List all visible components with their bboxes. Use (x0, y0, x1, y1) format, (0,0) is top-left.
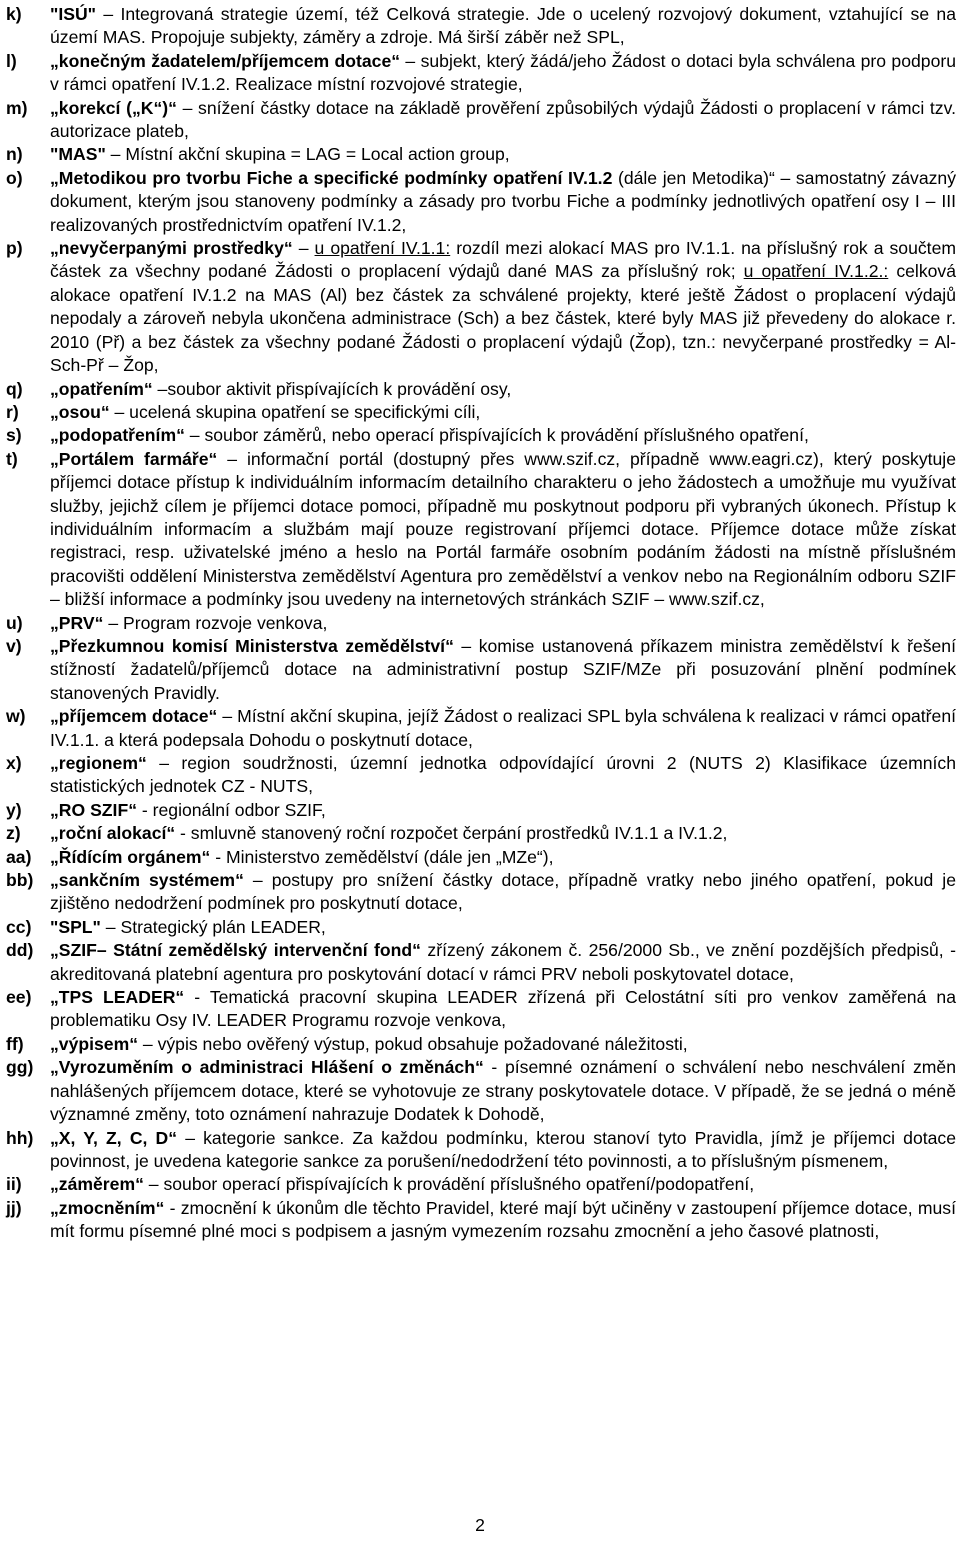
text-run: - regionální odbor SZIF, (137, 799, 326, 820)
text-run: - Tematická pracovní skupina LEADER zřízená při Celostátní síti pro venkov zaměřená na problematiku Osy IV. LEADER Programu rozvoje venkova, (50, 987, 956, 1031)
text-run: – Místní akční skupina = LAG = Local action group, (105, 144, 510, 165)
item-letter: n) (6, 144, 23, 165)
definition-item (6, 846, 956, 869)
text-run: –soubor aktivit přispívajících k provádění osy, (152, 378, 512, 399)
defined-term: „sankčním systémem“ (50, 870, 244, 891)
definition-text (50, 237, 956, 377)
definition-text (50, 705, 956, 752)
text-run: - Ministerstvo zemědělství (dále jen „MZe“), (210, 846, 554, 867)
definition-item (6, 1197, 956, 1244)
definition-item (6, 1173, 956, 1196)
definition-item (6, 424, 956, 447)
item-letter: jj) (6, 1197, 22, 1218)
defined-term: „X, Y, Z, C, D“ (50, 1127, 178, 1148)
underlined-text: u opatření IV.1.1: (314, 238, 451, 259)
definition-item (6, 50, 956, 97)
definition-item (6, 705, 956, 752)
definition-text (50, 143, 956, 166)
item-letter: y) (6, 799, 22, 820)
definition-item (6, 401, 956, 424)
text-run: - smluvně stanovený roční rozpočet čerpání prostředků IV.1.1 a IV.1.2, (175, 823, 728, 844)
item-letter: bb) (6, 870, 34, 891)
definition-item (6, 237, 956, 377)
text-run: – ucelená skupina opatření se specifickými cíli, (109, 401, 481, 422)
item-letter: r) (6, 401, 19, 422)
definition-item (6, 3, 956, 50)
text-run: – soubor záměrů, nebo operací přispívajících k provádění příslušného opatření, (184, 425, 809, 446)
definition-text (50, 401, 956, 424)
page-number: 2 (475, 1515, 485, 1535)
defined-term: „záměrem“ (50, 1174, 144, 1195)
text-run: celková alokace opatření IV.1.2 na MAS (Al) bez částek za schválené projekty, které ještě Žádost o proplacení výdajů nepodaly a zároveň nebyla ukončena administrace (Sch) a bez částek, které byly MAS již převedeny do alokace r. 2010 (Př) a bez částek za všechny podané Žádosti o proplacení výdajů (Žop), tzn.: nevyčerpané prostředky = Al- Sch-Př – Žop, (50, 261, 957, 376)
item-letter: aa) (6, 846, 32, 867)
underlined-text: u opatření IV.1.2.: (743, 261, 889, 282)
defined-term: „Řídícím orgánem“ (50, 846, 211, 867)
defined-term: „RO SZIF“ (50, 799, 137, 820)
item-letter: dd) (6, 940, 34, 961)
item-letter: ee) (6, 987, 32, 1008)
definition-item (6, 752, 956, 799)
text-run: - zmocnění k úkonům dle těchto Pravidel, které mají být učiněny v zastoupení příjemce dotace, musí mít formu písemné plné moci s podpisem a jasným vymezením rozsahu zmocnění a jeho časové platnosti, (50, 1197, 956, 1242)
definition-item (6, 1127, 956, 1174)
defined-term: „podopatřením“ (50, 425, 185, 446)
defined-term: „příjemcem dotace“ (50, 706, 218, 727)
definition-item (6, 799, 956, 822)
item-letter: m) (6, 97, 28, 118)
definition-item (6, 635, 956, 705)
definition-text (50, 1033, 956, 1056)
defined-term: „TPS LEADER“ (50, 987, 185, 1008)
definition-item (6, 97, 956, 144)
text-run: – kategorie sankce. Za každou podmínku, kterou stanoví tyto Pravidla, jímž je příjemci dotace povinnost, je uvedena kategorie sankce za porušení/nedodržení této povinnosti, a to příslušným písmenem, (50, 1127, 956, 1171)
definition-text (50, 167, 956, 237)
item-letter: hh) (6, 1127, 34, 1148)
definition-text (50, 986, 956, 1033)
text-run: – subjekt, který žádá/jeho Žádost o dotaci byla schválena pro podporu v rámci opatření IV.1.2. Realizace místní rozvojové strategie, (50, 50, 956, 95)
item-letter: cc) (6, 916, 32, 937)
definition-text (50, 1056, 956, 1126)
item-letter: ii) (6, 1174, 22, 1195)
item-letter: v) (6, 635, 22, 656)
text-run: zřízený zákonem č. 256/2000 Sb., ve znění pozdějších předpisů, - akreditovaná platební agentura pro poskytování dotací v rámci PRV neboli poskytovatel dotace, (50, 940, 957, 984)
definition-text (50, 424, 956, 447)
item-letter: k) (6, 4, 22, 24)
definition-text (50, 869, 956, 916)
definition-text (50, 916, 956, 939)
definition-item (6, 143, 956, 166)
text-run: (dále jen Metodika)“ – samostatný závazný dokument, kterým jsou stanoveny podmínky a zásady pro tvorbu Fiche a podmínky jednotlivých opatření osy I – III realizovaných prostřednictvím opatření IV.1.2, (50, 167, 956, 235)
defined-term: „roční alokací“ (50, 823, 176, 844)
defined-term: „opatřením“ (50, 378, 153, 399)
text-run: – Program rozvoje venkova, (103, 612, 328, 633)
item-letter: gg) (6, 1057, 34, 1078)
definition-text (50, 448, 956, 612)
definition-text (50, 378, 956, 401)
defined-term: „výpisem“ (50, 1033, 139, 1054)
defined-term: „osou“ (50, 401, 110, 422)
definition-text (50, 1197, 956, 1244)
text-run: – Strategický plán LEADER, (100, 916, 326, 937)
definition-item (6, 378, 956, 401)
text-run: – snížení částky dotace na základě prověření způsobilých výdajů Žádosti o proplacení v rámci tzv. autorizace plateb, (50, 97, 956, 142)
item-letter: s) (6, 425, 22, 446)
defined-term: "MAS" (50, 144, 106, 165)
text-run: – soubor operací přispívajících k provádění příslušného opatření/podopatření, (143, 1174, 755, 1195)
definition-text (50, 1127, 956, 1174)
text-run: rozdíl mezi alokací MAS pro IV.1.1. na příslušný rok a součtem částek za všechny podané Žádosti o proplacení výdajů dané MAS za příslušný rok; (50, 238, 957, 282)
defined-term: „konečným žadatelem/příjemcem dotace“ (50, 50, 401, 71)
item-letter: ff) (6, 1033, 24, 1054)
definition-text (50, 846, 956, 869)
definition-text (50, 3, 956, 50)
definition-item (6, 822, 956, 845)
definition-item (6, 1056, 956, 1126)
item-letter: o) (6, 167, 23, 188)
definition-text (50, 822, 956, 845)
definition-item (6, 869, 956, 916)
text-run: – region soudržnosti, územní jednotka odpovídající úrovni 2 (NUTS 2) Klasifikace územních statistických jednotek CZ - NUTS, (50, 753, 956, 797)
definition-item (6, 612, 956, 635)
item-letter: p) (6, 238, 23, 259)
item-letter: q) (6, 378, 23, 399)
defined-term: „Přezkumnou komisí Ministerstva zemědělství“ (50, 635, 454, 656)
defined-term: „korekcí („K“)“ (50, 97, 177, 118)
item-letter: t) (6, 448, 18, 469)
item-letter: x) (6, 753, 22, 773)
defined-term: „SZIF– Státní zemědělský intervenční fond“ (50, 940, 421, 961)
definition-text (50, 752, 956, 799)
text-run: – výpis nebo ověřený výstup, pokud obsahuje požadované náležitosti, (138, 1033, 688, 1054)
defined-term: „PRV“ (50, 612, 104, 633)
text-run: – informační portál (dostupný přes www.szif.cz, případně www.eagri.cz), který poskytuje příjemci dotace přístup k individuálním informacím detailního charakteru o jeho žádostech a umožňuje mu využívat služby, jejichž cílem je příjemci dotace pomoci, případně mu poskytnout podporu při vybraných úkonech. Přístup k individuálním informacím a službám mají pouze registrovaní příjemci dotace. Příjemce dotace může získat registraci, resp. uživatelské jméno a heslo na Portál farmáře osobním podáním žádosti na místně příslušném pracovišti oddělení Ministerstva zemědělství Agentura pro zemědělství a venkov nebo na Regionálním odboru SZIF – bližší informace a podmínky jsou uvedeny na internetových stránkách SZIF – www.szif.cz, (50, 448, 957, 610)
defined-term: "SPL" (50, 916, 101, 937)
definition-text (50, 97, 956, 144)
text-run: - písemné oznámení o schválení nebo neschválení změn nahlášených příjemcem dotace, které se vyhotovuje ze strany poskytovatele dotace. V případě, že se jedná o méně významné změny, toto oznámení nahrazuje Dodatek k Dohodě, (50, 1057, 956, 1125)
text-run: – (292, 238, 315, 259)
definition-text (50, 939, 956, 986)
definition-item (6, 1033, 956, 1056)
definition-text (50, 799, 956, 822)
text-run: – Místní akční skupina, jejíž Žádost o realizaci SPL byla schválena k realizaci v rámci opatření IV.1.1. a která podepsala Dohodu o poskytnutí dotace, (50, 706, 956, 750)
defined-term: „Portálem farmáře“ (50, 448, 218, 469)
text-run: – komise ustanovená příkazem ministra zemědělství k řešení stížností žadatelů/příjemců dotace na administrativní postup SZIF/MZe při posuzování plnění podmínek stanovených Pravidly. (50, 635, 956, 703)
item-letter: u) (6, 612, 23, 633)
definition-item (6, 939, 956, 986)
defined-term: „regionem“ (50, 753, 147, 773)
definition-item (6, 448, 956, 612)
definition-text (50, 612, 956, 635)
defined-term: "ISÚ" (50, 4, 97, 24)
definitions-list (6, 3, 956, 1244)
item-letter: z) (6, 823, 21, 844)
definition-text (50, 635, 956, 705)
item-letter: w) (6, 706, 26, 727)
definition-item (6, 986, 956, 1033)
definition-text (50, 50, 956, 97)
text-run: – postupy pro snížení částky dotace, případně vratky nebo jiného opatření, pokud je zjištěno nedodržení podmínek pro poskytnutí dotace, (50, 870, 957, 914)
defined-term: „nevyčerpanými prostředky“ (50, 238, 293, 259)
definition-text (50, 1173, 956, 1196)
definition-item (6, 916, 956, 939)
text-run: – Integrovaná strategie území, též Celková strategie. Jde o ucelený rozvojový dokument, vztahující se na území MAS. Propojuje subjekty, záměry a zdroje. Má širší záběr než SPL, (50, 4, 956, 48)
defined-term: „Metodikou pro tvorbu Fiche a specifické podmínky opatření IV.1.2 (50, 167, 613, 188)
definition-item (6, 167, 956, 237)
defined-term: „zmocněním“ (50, 1197, 165, 1218)
defined-term: „Vyrozuměním o administraci Hlášení o změnách“ (50, 1057, 484, 1078)
item-letter: l) (6, 50, 17, 71)
